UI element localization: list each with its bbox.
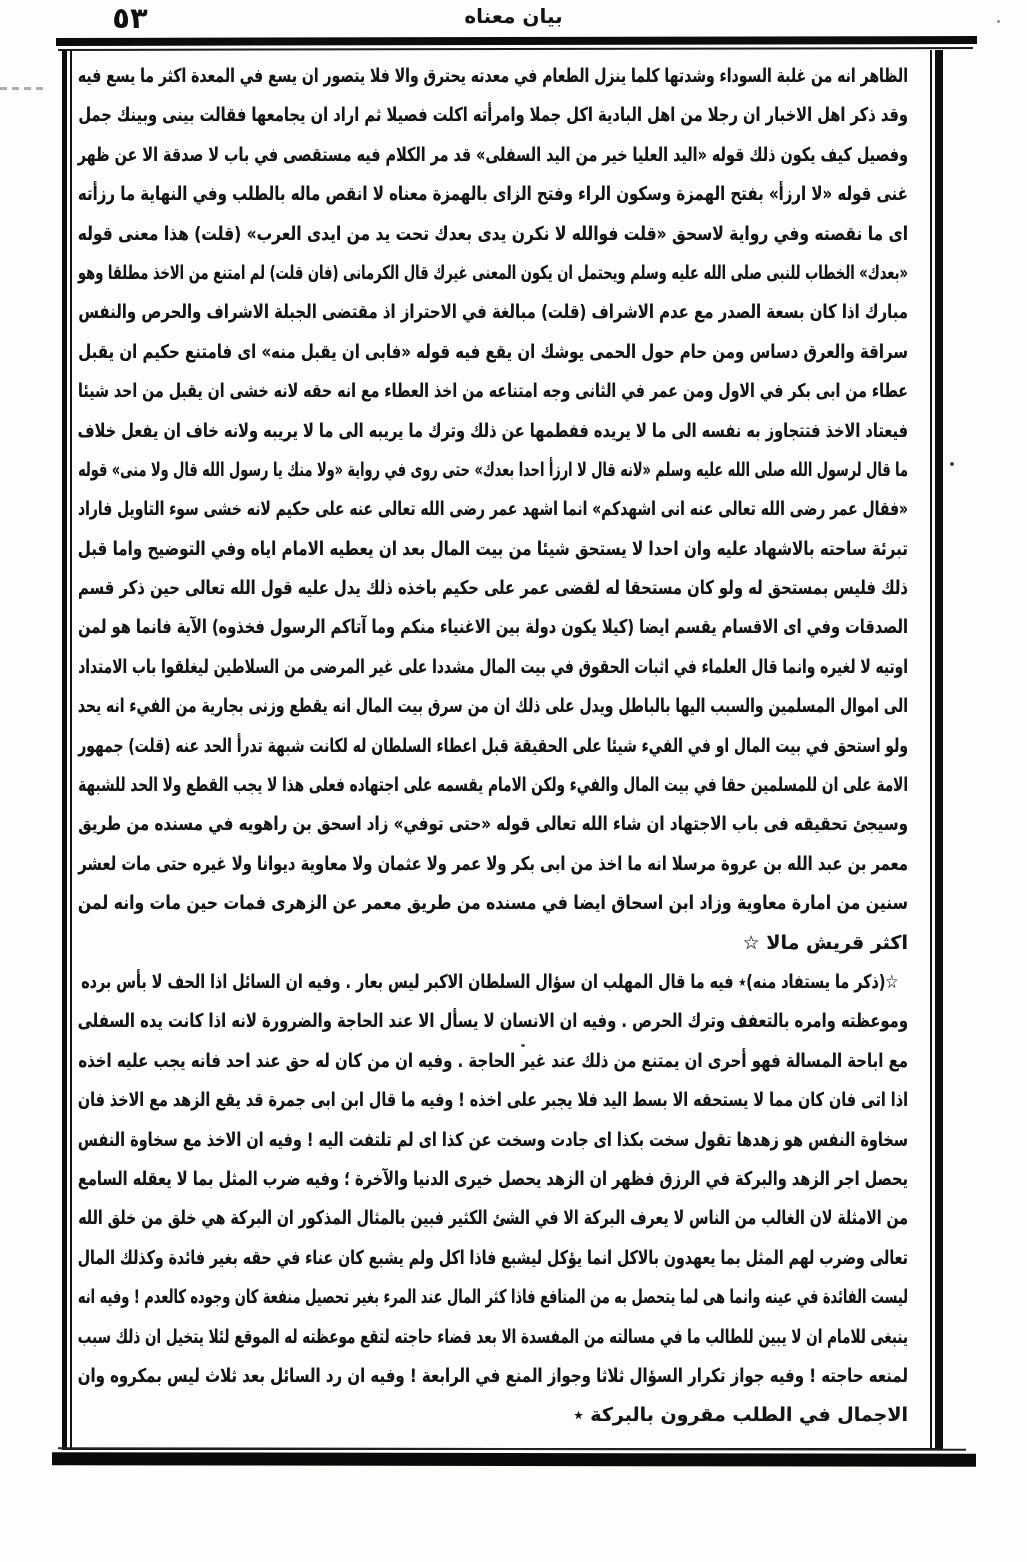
text-line: اذا اتى فان كان مما لا يستحقه الا بسط اليد فلا يجبر على اخذه ! وفيه ما قال ابن ابى جمرة قد يقع الزهد مع الاخذ فان xyxy=(77,1089,909,1112)
top-border-rule xyxy=(56,36,977,46)
text-line: سخاوة النفس هو زهدها تقول سخت بكذا اى جادت وسخت عن كذا اى لم تلتفت اليه ! وفيه ان الاخذ مع سخاوة النفس xyxy=(77,1128,909,1151)
text-line: مبارك اذا كان بسعة الصدر مع عدم الاشراف (قلت) مبالغة في الاحتراز اذ مقتضى الجبلة الاشراف والحرص والنفس xyxy=(78,301,908,324)
text-line: وقد ذكر اهل الاخبار ان رجلا من اهل البادية اكل جملا وامرأته اكلت فصيلا ثم اراد ان يجامعها فقالت بينى وبينك جمل xyxy=(78,104,909,127)
text-line: الامة على ان للمسلمين حقا في بيت المال والفيء ولكن الامام يقسمه على اجتهاده فعلى هذا لا يجب القطع ولا الحد للشبهة xyxy=(78,774,908,797)
running-title: بيان معناه xyxy=(464,4,563,28)
text-line: سراقة والعرق دساس ومن حام حول الحمى يوشك ان يقع فيه قوله «فابى ان يقبل منه» اى فامتنع حكيم ان يقبل xyxy=(78,340,909,363)
text-line: وفصيل كيف يكون ذلك قوله «اليد العليا خير من اليد السفلى» قد مر الكلام فيه مستقصى في باب لا صدقة الا عن ظهر xyxy=(77,143,908,166)
text-line: ذلك فليس بمستحق له ولو كان مستحقا له لقضى عمر على حكيم باخذه ذلك يدل عليه قول الله تعالى حين ذكر قسم xyxy=(78,577,909,600)
text-line: يحصل اجر الزهد والبركة في الرزق فظهر ان الزهد يحصل خيرى الدنيا والآخرة ؛ وفيه ضرب المثل بما لا يعقله السامع xyxy=(77,1167,908,1190)
text-line: ولو استحق في بيت المال او في الفيء شيئا على الحقيقة قبل اعطاء السلطان له لكانت شبهة تدرأ الحد عنه (قلت) جمهور xyxy=(78,734,909,757)
text-line: ما قال لرسول الله صلى الله عليه وسلم «لانه قال لا ارزأ احدا بعدك» حتى روى في رواية «ولا منك يا رسول الله قال ولا منى» قوله xyxy=(78,458,908,481)
text-line: تبرئة ساحته بالاشهاد عليه وان احدا لا يستحق شيئا من بيت المال بعد ان يعطيه الامام اياه وفي التوضيح واما قبل xyxy=(77,537,908,560)
text-line: سنين من امارة معاوية وزاد ابن اسحاق ايضا في مسنده من طريق معمر عن الزهرى فمات حين مات وانه لمن xyxy=(77,892,909,915)
scan-speck xyxy=(997,20,1000,23)
text-line: اكثر قريش مالا ☆ xyxy=(742,931,908,954)
text-line: «بعدك» الخطاب للنبى صلى الله عليه وسلم ويحتمل ان يكون المعنى غيرك قال الكرمانى (فان قلت) لم امتنع من الاخذ مطلقا وهو xyxy=(77,261,909,284)
text-line: وموعظته وامره بالتعفف وترك الحرص . وفيه ان الانسان لا يسأل الا عند الحاجة والضرورة لانه اذا كانت يده السفلى xyxy=(77,1010,908,1033)
text-line: تعالى وضرب لهم المثل بما يعهدون بالاكل انما يؤكل ليشبع فاذا اكل ولم يشبع كان عناء في حقه بغير فائدة وكذلك المال xyxy=(77,1246,908,1269)
text-line: غنى قوله «لا ارزأ» بفتح الهمزة وسكون الراء وفتح الزاى بالهمزة معناه لا انقص ماله بالطلب وفي النهاية ما رزأته xyxy=(77,183,908,206)
text-line: من الامثلة لان الغالب من الناس لا يعرف البركة الا في الشئ الكثير فبين بالمثال المذكور ان البركة هي خلق من خلق الله xyxy=(78,1207,908,1230)
text-line: ينبغى للامام ان لا يبين للطالب ما في مسالته من المفسدة الا بعد قضاء حاجته لتقع موعظته له الموقع لئلا يتخيل ان ذلك سبب xyxy=(77,1325,908,1348)
scan-speck xyxy=(950,462,954,466)
scan-artifact-dash xyxy=(0,87,46,90)
text-line: عطاء من ابى بكر في الاول ومن عمر في الثانى وجه امتناعه من اخذ العطاء مع انه حقه لانه خشى ان يقبل من احد شيئا xyxy=(78,380,908,403)
page-number: ٥٣ xyxy=(112,1,148,35)
text-line: الاجمال في الطلب مقرون بالبركة ٭ xyxy=(573,1404,908,1427)
text-column xyxy=(78,57,908,1436)
text-line: اوتيه لا لغيره وانما قال العلماء في اثبات الحقوق في بيت المال مشددا على غير المرضى من السلاطين ليغلقوا باب الامتداد xyxy=(78,655,909,678)
bottom-border-rule xyxy=(52,1452,976,1467)
text-line: «فقال عمر رضى الله تعالى عنه انى اشهدكم» انما اشهد عمر رضى الله تعالى عنه على حكيم لانه خشى سوء التاويل فاراد xyxy=(77,498,909,521)
text-line: وسيجئ تحقيقه فى باب الاجتهاد ان شاء الله تعالى قوله «حتى توفي» زاد اسحق بن راهويه في مسنده من طريق xyxy=(78,813,908,836)
text-line: مع اباحة المسالة فهو أحرى ان يمتنع من ذلك عند غير الحاجة . وفيه ان من كان له حق عند احد فانه يجب عليه اخذه xyxy=(78,1049,908,1072)
scan-speck xyxy=(521,1044,525,1047)
text-line: اى ما نقصته وفي رواية لاسحق «قلت فوالله لا نكرن يدى بعدك تحت يد من ايدى العرب» (قلت) هذا معنى قوله xyxy=(77,222,908,245)
text-line: لمنعه حاجته ! وفيه جواز تكرار السؤال ثلاثا وجواز المنع في الرابعة ! وفيه ان رد السائل بعد ثلاث ليس بمكروه وان xyxy=(77,1364,908,1387)
text-line: معمر بن عبد الله بن عروة مرسلا انه ما اخذ من ابى بكر ولا عمر ولا عثمان ولا معاوية ديوانا ولا غيره حتى مات لعشر xyxy=(78,852,909,875)
text-line: ليست الفائدة في عينه وانما هى لما يتحصل به من المنافع فاذا كثر المال عند المرء بغير تحصيل منفعة كان وجوده كالعدم ! وفيه انه xyxy=(77,1286,908,1309)
text-line: ☆(ذكر ما يستفاد منه)٭ فيه ما قال المهلب ان سؤال السلطان الاكبر ليس بعار . وفيه ان السائل اذا الحف لا بأس برده xyxy=(81,970,899,993)
text-line: الصدقات وفي اى الاقسام يقسم ايضا (كيلا يكون دولة بين الاغنياء منكم وما آتاكم الرسول فخذوه) الآية فانما هو لمن xyxy=(78,616,908,639)
text-line: الى اموال المسلمين والسبب اليها بالباطل ويدل على ذلك ان من سرق بيت المال انه يقطع وزنى بجارية من الفيء انه يحد xyxy=(77,695,908,718)
text-line: فيعتاد الاخذ فتتجاوز به نفسه الى ما لا يريده ففطمها عن ذلك وترك ما يريبه الى ما لا يريبه ولانه خاف ان يفعل خلاف xyxy=(77,419,908,442)
text-line: الظاهر انه من غلبة السوداء وشدتها كلما ينزل الطعام في معدته يحترق والا فلا يتصور ان يسع في المعدة اكثر ما يسع فيه xyxy=(77,65,908,87)
